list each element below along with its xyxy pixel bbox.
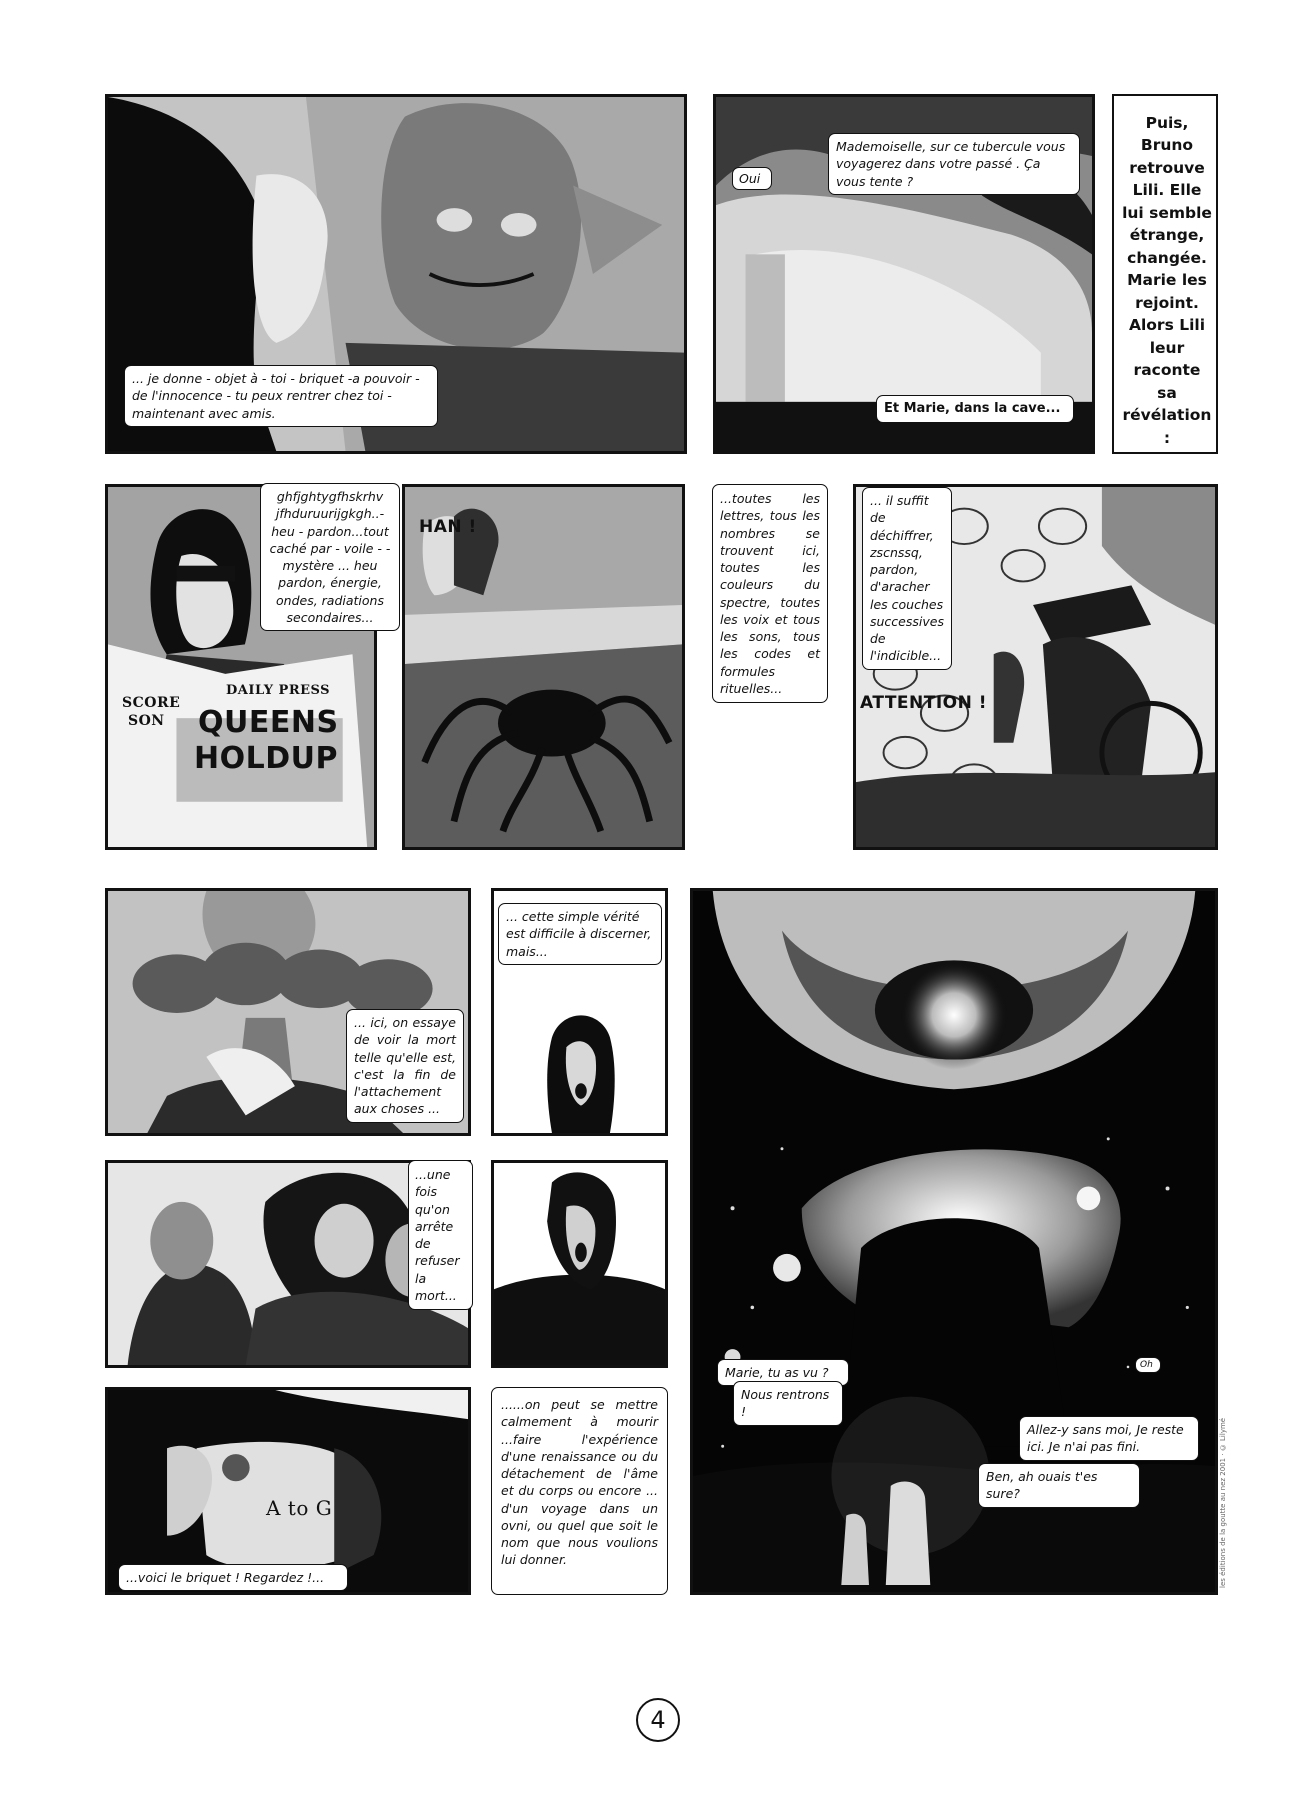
- panel-death-cloud: [105, 888, 471, 1136]
- lighter-art: [108, 1390, 468, 1592]
- narration-text: Puis, Bruno retrouve Lili. Elle lui semble étrange, changée. Marie les rejoint. Alors Lili leur raconte sa révélation :: [1122, 114, 1212, 447]
- panel-tubercule: [713, 94, 1095, 454]
- decipher-bubble: ... il suffit de déchiffrer, zscnssq, pardon, d'aracher les couches successives de l'indicible...: [862, 487, 952, 670]
- screaming-man-art: [494, 1163, 665, 1365]
- newspaper-headline-2: HOLDUP: [194, 741, 338, 776]
- panel-newspaper: [105, 484, 391, 850]
- lighter-label: A to G: [266, 1496, 333, 1520]
- narration-box: [1112, 94, 1218, 454]
- lighter-bubble: ...voici le briquet ! Regardez !...: [118, 1564, 348, 1591]
- newspaper-side-2: SON: [128, 713, 165, 729]
- panel-ufo: [690, 888, 1218, 1595]
- panel-screaming-woman: [491, 888, 668, 1136]
- cave-caption: Et Marie, dans la cave...: [876, 395, 1074, 423]
- newspaper-side-1: SCORE: [122, 695, 181, 711]
- death-bubble: ... ici, on essaye de voir la mort telle qu'elle est, c'est la fin de l'attachement aux choses ...: [346, 1009, 464, 1123]
- attention-sfx: ATTENTION !: [860, 693, 988, 713]
- really-bubble: Ben, ah ouais t'es sure?: [978, 1463, 1140, 1508]
- truth-bubble: ... cette simple vérité est difficile à discerner, mais...: [498, 903, 662, 965]
- going-home-bubble: Nous rentrons !: [733, 1381, 843, 1426]
- han-sfx: HAN !: [419, 517, 477, 537]
- panel-lighter: [105, 1387, 471, 1595]
- newspaper-masthead: DAILY PRESS: [226, 683, 331, 698]
- stay-here-bubble: Allez-y sans moi, Je reste ici. Je n'ai pas fini.: [1019, 1416, 1199, 1461]
- gibberish-bubble: ghfjghtygfhskrhv jfhduruurijgkgh..-heu - pardon...tout caché par - voile - - mystère ... heu pardon, énergie, ondes, radiations secondaires...: [260, 483, 400, 631]
- marie-seen-bubble: Marie, tu as vu ?: [717, 1359, 849, 1386]
- oh-bubble: Oh: [1135, 1357, 1161, 1373]
- yoda-speech-bubble: ... je donne - objet à - toi - briquet -a pouvoir - de l'innocence - tu peux rentrer chez toi - maintenant avec amis.: [124, 365, 438, 427]
- page-number: 4: [636, 1698, 680, 1742]
- publisher-credit: les éditions de la goutte au nez 2001 · © Lilymé: [1219, 1417, 1227, 1588]
- panel-spider: [402, 484, 685, 850]
- letters-text-box: ...toutes les lettres, tous les nombres se trouvent ici, toutes les couleurs du spectre, toutes les voix et tous les sons, tous les codes et formules rituelles...: [712, 484, 828, 703]
- panel-yoda-scene: [105, 94, 687, 454]
- stop-refusing-box: ...une fois qu'on arrête de refuser la mort...: [408, 1160, 473, 1310]
- newspaper-headline-1: QUEENS: [198, 705, 339, 740]
- rebirth-text-box: ......on peut se mettre calmement à mourir ...faire l'expérience d'une renaissance ou du détachement de l'âme et du corps ou encore ... d'un voyage dans un ovni, ou quel que soit le nom que nous voulions lui donner.: [491, 1387, 668, 1595]
- spider-art: [405, 487, 682, 847]
- panel-screaming-man: [491, 1160, 668, 1368]
- yes-bubble: Oui: [732, 167, 772, 190]
- panel-carriage: [853, 484, 1218, 850]
- offer-bubble: Mademoiselle, sur ce tubercule vous voyagerez dans votre passé . Ça vous tente ?: [828, 133, 1080, 195]
